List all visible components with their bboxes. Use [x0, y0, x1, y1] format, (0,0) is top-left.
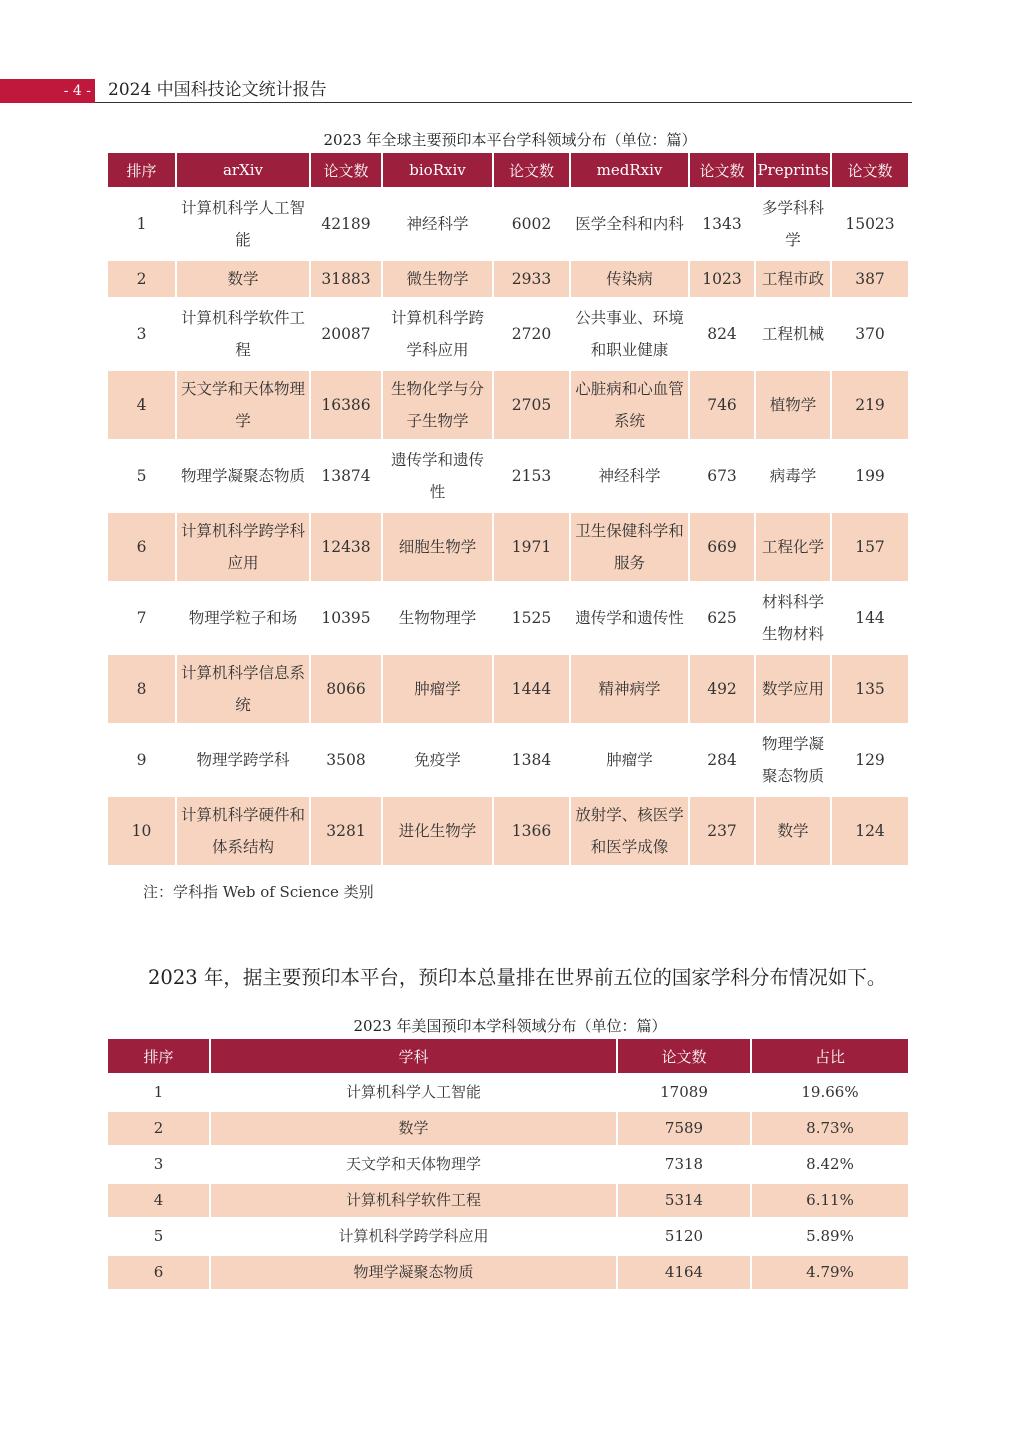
table1-cell: 天文学和天体物理学 [177, 371, 309, 439]
table1-cell: 13874 [311, 442, 381, 510]
table2-cell: 4.79% [752, 1256, 908, 1289]
table1-cell: 物理学跨学科 [177, 726, 309, 794]
table2-header-row [108, 1039, 908, 1073]
table1-cell: 10395 [311, 584, 381, 652]
table1-cell: 2705 [494, 371, 569, 439]
table1-cell: 1525 [494, 584, 569, 652]
table1-cell: 284 [690, 726, 754, 794]
table1-cell: 精神病学 [571, 655, 688, 723]
table2-cell: 计算机科学人工智能 [211, 1076, 616, 1109]
report-title: 2024 中国科技论文统计报告 [108, 80, 327, 100]
table1-cell: 2153 [494, 442, 569, 510]
table1-cell: 492 [690, 655, 754, 723]
table2-cell: 2 [108, 1112, 209, 1145]
table1-cell: 遗传学和遗传性 [571, 584, 688, 652]
table1-cell: 199 [832, 442, 908, 510]
table1-header-cell: Preprints [756, 153, 830, 187]
table1-cell: 8066 [311, 655, 381, 723]
table1-cell: 370 [832, 300, 908, 368]
us-preprint-table [106, 1036, 910, 1292]
table1-cell: 1366 [494, 797, 569, 865]
table1-caption: 2023 年全球主要预印本平台学科领域分布（单位：篇） [323, 131, 697, 149]
table2-cell: 5120 [618, 1220, 750, 1253]
table1-cell: 1384 [494, 726, 569, 794]
table2-cell: 4164 [618, 1256, 750, 1289]
table2-cell: 天文学和天体物理学 [211, 1148, 616, 1181]
table1-cell: 心脏病和心血管系统 [571, 371, 688, 439]
table1-cell: 放射学、核医学和医学成像 [571, 797, 688, 865]
table1-cell: 669 [690, 513, 754, 581]
table1-cell: 计算机科学信息系统 [177, 655, 309, 723]
table2-cell: 17089 [618, 1076, 750, 1109]
table2-cell: 8.42% [752, 1148, 908, 1181]
table1-header-cell: 论文数 [311, 153, 381, 187]
table1-header-cell: arXiv [177, 153, 309, 187]
table2-row [108, 1220, 908, 1253]
table1-cell: 1 [108, 190, 175, 258]
table1-note: 注：学科指 Web of Science 类别 [143, 883, 374, 901]
table2-caption: 2023 年美国预印本学科领域分布（单位：篇） [353, 1017, 667, 1035]
table1-cell: 神经科学 [571, 442, 688, 510]
table2-cell: 8.73% [752, 1112, 908, 1145]
table1-header-cell: 论文数 [690, 153, 754, 187]
table1-cell: 6002 [494, 190, 569, 258]
table1-cell: 多学科科学 [756, 190, 830, 258]
table1-cell: 2933 [494, 261, 569, 297]
table1-row [108, 190, 908, 258]
table1-row [108, 300, 908, 368]
table1-cell: 物理学凝聚态物质 [756, 726, 830, 794]
table1-cell: 计算机科学硬件和体系结构 [177, 797, 309, 865]
table1-cell: 细胞生物学 [383, 513, 492, 581]
table1-cell: 387 [832, 261, 908, 297]
table2-cell: 物理学凝聚态物质 [211, 1256, 616, 1289]
table1-row [108, 584, 908, 652]
table1-cell: 824 [690, 300, 754, 368]
table1-header-row [108, 153, 908, 187]
table1-cell: 219 [832, 371, 908, 439]
table2-cell: 6 [108, 1256, 209, 1289]
table2-row [108, 1076, 908, 1109]
table1-cell: 4 [108, 371, 175, 439]
table1-cell: 肿瘤学 [571, 726, 688, 794]
table1-cell: 6 [108, 513, 175, 581]
table1-cell: 工程机械 [756, 300, 830, 368]
table2-row [108, 1184, 908, 1217]
table1-cell: 生物物理学 [383, 584, 492, 652]
table2-header-cell: 占比 [752, 1039, 908, 1073]
table1-cell: 微生物学 [383, 261, 492, 297]
table2-cell: 5314 [618, 1184, 750, 1217]
table1-cell: 2720 [494, 300, 569, 368]
table1-cell: 9 [108, 726, 175, 794]
table1-cell: 数学应用 [756, 655, 830, 723]
table2-row [108, 1256, 908, 1289]
table1-cell: 病毒学 [756, 442, 830, 510]
table1-cell: 157 [832, 513, 908, 581]
table1-cell: 1343 [690, 190, 754, 258]
table2-header-cell: 排序 [108, 1039, 209, 1073]
table1-cell: 31883 [311, 261, 381, 297]
preprint-platform-table [106, 150, 910, 868]
table1-row [108, 655, 908, 723]
table2-header-cell: 论文数 [618, 1039, 750, 1073]
table1-row [108, 797, 908, 865]
table2-cell: 7589 [618, 1112, 750, 1145]
table1-cell: 625 [690, 584, 754, 652]
table2-cell: 19.66% [752, 1076, 908, 1109]
table1-header-cell: bioRxiv [383, 153, 492, 187]
table2-cell: 数学 [211, 1112, 616, 1145]
table1-row [108, 726, 908, 794]
table1-cell: 卫生保健科学和服务 [571, 513, 688, 581]
table2-cell: 计算机科学软件工程 [211, 1184, 616, 1217]
page-number: - 4 - [0, 79, 95, 103]
table1-cell: 传染病 [571, 261, 688, 297]
table1-cell: 8 [108, 655, 175, 723]
table2-header-cell: 学科 [211, 1039, 616, 1073]
table1-cell: 237 [690, 797, 754, 865]
table1-cell: 7 [108, 584, 175, 652]
table1-cell: 3508 [311, 726, 381, 794]
table2-cell: 3 [108, 1148, 209, 1181]
table2-cell: 5.89% [752, 1220, 908, 1253]
table1-cell: 673 [690, 442, 754, 510]
table1-cell: 2 [108, 261, 175, 297]
table1-cell: 神经科学 [383, 190, 492, 258]
table1-cell: 12438 [311, 513, 381, 581]
table1-cell: 免疫学 [383, 726, 492, 794]
table1-cell: 144 [832, 584, 908, 652]
table1-cell: 计算机科学跨学科应用 [177, 513, 309, 581]
table1-cell: 5 [108, 442, 175, 510]
table1-cell: 工程化学 [756, 513, 830, 581]
table1-row [108, 513, 908, 581]
table1-cell: 生物化学与分子生物学 [383, 371, 492, 439]
table1-cell: 进化生物学 [383, 797, 492, 865]
table1-cell: 1444 [494, 655, 569, 723]
table1-cell: 数学 [756, 797, 830, 865]
header-rule [95, 102, 912, 103]
table1-cell: 计算机科学软件工程 [177, 300, 309, 368]
table1-cell: 3 [108, 300, 175, 368]
table1-header-cell: 论文数 [832, 153, 908, 187]
table1-cell: 42189 [311, 190, 381, 258]
table2-cell: 1 [108, 1076, 209, 1109]
table1-cell: 746 [690, 371, 754, 439]
table1-cell: 3281 [311, 797, 381, 865]
table2-cell: 计算机科学跨学科应用 [211, 1220, 616, 1253]
table1-cell: 医学全科和内科 [571, 190, 688, 258]
table1-row [108, 371, 908, 439]
table2-row [108, 1112, 908, 1145]
table1-cell: 物理学粒子和场 [177, 584, 309, 652]
table1-header-cell: 论文数 [494, 153, 569, 187]
table1-cell: 公共事业、环境和职业健康 [571, 300, 688, 368]
table1-cell: 遗传学和遗传性 [383, 442, 492, 510]
table1-cell: 物理学凝聚态物质 [177, 442, 309, 510]
table1-cell: 计算机科学跨学科应用 [383, 300, 492, 368]
table1-cell: 1971 [494, 513, 569, 581]
table1-cell: 20087 [311, 300, 381, 368]
table1-cell: 植物学 [756, 371, 830, 439]
table2-row [108, 1148, 908, 1181]
table1-cell: 16386 [311, 371, 381, 439]
table1-cell: 肿瘤学 [383, 655, 492, 723]
table2-cell: 5 [108, 1220, 209, 1253]
table1-cell: 15023 [832, 190, 908, 258]
table1-header-cell: medRxiv [571, 153, 688, 187]
table2-cell: 4 [108, 1184, 209, 1217]
table2-cell: 7318 [618, 1148, 750, 1181]
table1-cell: 124 [832, 797, 908, 865]
table1-header-cell: 排序 [108, 153, 175, 187]
body-paragraph: 2023 年，据主要预印本平台，预印本总量排在世界前五位的国家学科分布情况如下。 [148, 966, 887, 989]
table1-cell: 135 [832, 655, 908, 723]
table1-cell: 数学 [177, 261, 309, 297]
table1-cell: 10 [108, 797, 175, 865]
table1-cell: 129 [832, 726, 908, 794]
table1-cell: 材料科学生物材料 [756, 584, 830, 652]
table1-cell: 1023 [690, 261, 754, 297]
table1-row [108, 261, 908, 297]
table1-cell: 计算机科学人工智能 [177, 190, 309, 258]
table1-cell: 工程市政 [756, 261, 830, 297]
table2-cell: 6.11% [752, 1184, 908, 1217]
table1-row [108, 442, 908, 510]
